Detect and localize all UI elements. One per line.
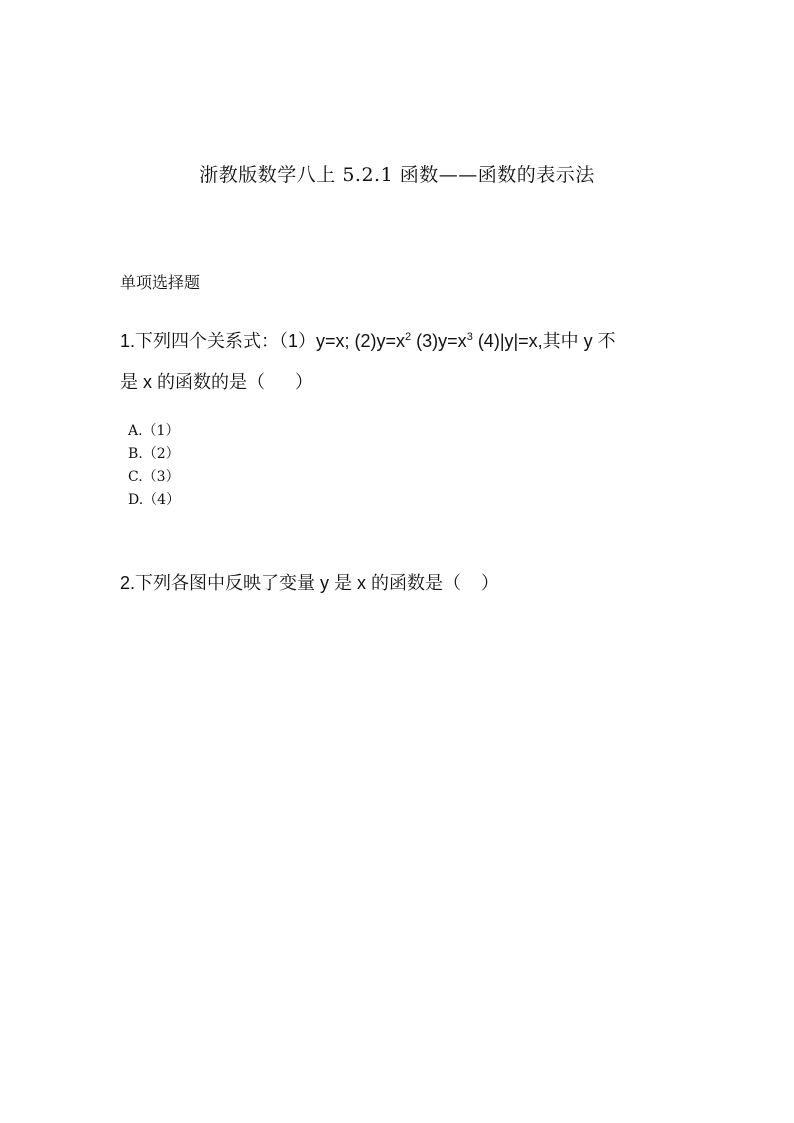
section-heading: 单项选择题 <box>120 273 201 292</box>
option-c[interactable]: C.（3） <box>128 469 180 485</box>
exponent-2: 2 <box>405 331 412 343</box>
question-2-stem: 2.下列各图中反映了变量 y 是 x 的函数是（ ） <box>120 573 500 593</box>
question-1-text-part2: (3)y=x <box>411 331 467 351</box>
option-b[interactable]: B.（2） <box>128 446 180 462</box>
option-a[interactable]: A.（1） <box>128 423 180 439</box>
question-1-stem <box>120 327 616 353</box>
exponent-3: 3 <box>466 331 473 343</box>
question-1-stem-continued: 是 x 的函数的是（ ） <box>120 372 314 392</box>
question-1-text-part1: 1.下列四个关系式：（1）y=x; (2)y=x <box>120 331 406 351</box>
question-1-text-part3: (4)|y|=x,其中 y 不 <box>472 331 616 351</box>
option-d[interactable]: D.（4） <box>128 492 181 508</box>
question-1-options <box>128 420 180 512</box>
page-title: 浙教版数学八上 5.2.1 函数——函数的表示法 <box>199 164 595 186</box>
